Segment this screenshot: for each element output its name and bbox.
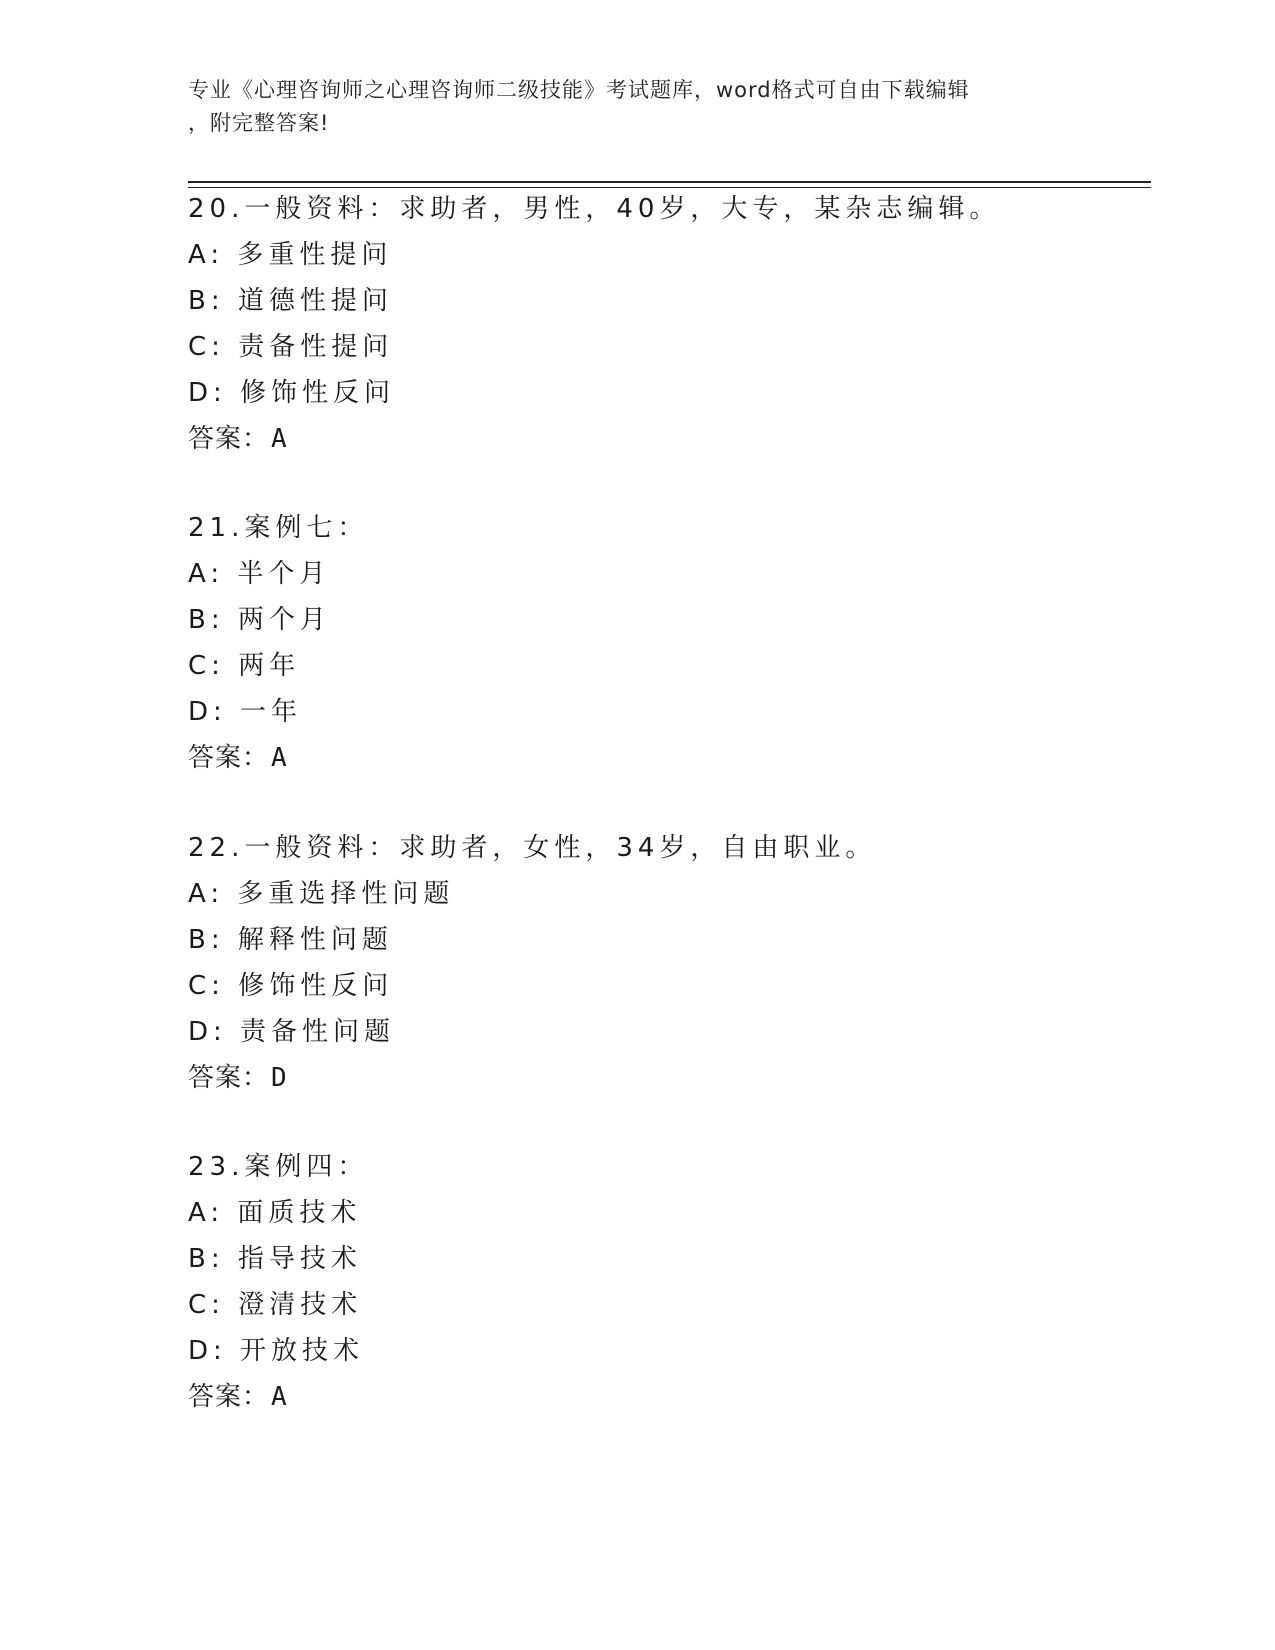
option-text: 半个月 — [237, 559, 331, 589]
option-text: 道德性提问 — [237, 286, 393, 316]
answer-label: 答案： — [188, 1382, 270, 1412]
option-text: 责备性提问 — [238, 332, 394, 362]
document-header — [188, 74, 1088, 140]
option-a — [188, 871, 1088, 917]
option-label: B: — [188, 286, 225, 316]
answer-line — [188, 1374, 1088, 1420]
answer-line — [188, 735, 1088, 781]
answer-value: A — [271, 424, 288, 454]
answer-value: A — [271, 743, 288, 773]
option-label: A: — [188, 240, 225, 270]
option-label: D: — [188, 378, 227, 408]
question-stem: 20.一般资料：求助者，男性，40岁，大专，某杂志编辑。 — [188, 194, 1001, 224]
option-text: 开放技术 — [240, 1336, 365, 1366]
option-c — [188, 1282, 1088, 1328]
header-title-line-2: ，附完整答案! — [188, 111, 330, 135]
option-label: A: — [188, 879, 225, 909]
option-text: 责备性问题 — [240, 1017, 396, 1047]
option-label: A: — [188, 559, 225, 589]
answer-line — [188, 416, 1088, 462]
option-text: 多重性提问 — [237, 240, 393, 270]
option-label: D: — [188, 697, 227, 727]
option-text: 面质技术 — [237, 1198, 362, 1228]
option-d — [188, 1328, 1088, 1374]
option-c — [188, 963, 1088, 1009]
option-label: B: — [188, 1244, 225, 1274]
option-c — [188, 324, 1088, 370]
option-text: 解释性问题 — [237, 925, 393, 955]
option-label: C: — [188, 332, 225, 362]
option-label: D: — [188, 1336, 227, 1366]
option-label: B: — [188, 925, 225, 955]
option-label: A: — [188, 1198, 225, 1228]
option-b — [188, 1236, 1088, 1282]
option-a — [188, 232, 1088, 278]
question-21 — [188, 505, 1088, 781]
answer-label: 答案： — [188, 743, 270, 773]
option-c — [188, 643, 1088, 689]
option-text: 一年 — [240, 697, 303, 727]
option-text: 修饰性反问 — [238, 971, 394, 1001]
option-label: C: — [188, 651, 225, 681]
option-text: 两个月 — [237, 605, 331, 635]
option-text: 多重选择性问题 — [237, 879, 455, 909]
option-text: 指导技术 — [237, 1244, 362, 1274]
option-d — [188, 370, 1088, 416]
option-text: 修饰性反问 — [240, 378, 396, 408]
option-label: C: — [188, 971, 225, 1001]
option-b — [188, 597, 1088, 643]
question-20 — [188, 186, 1088, 462]
option-b — [188, 917, 1088, 963]
question-22 — [188, 825, 1088, 1101]
option-b — [188, 278, 1088, 324]
option-a — [188, 1190, 1088, 1236]
option-a — [188, 551, 1088, 597]
option-label: B: — [188, 605, 225, 635]
question-stem: 21.案例七： — [188, 513, 369, 543]
answer-value: A — [271, 1382, 288, 1412]
question-23 — [188, 1144, 1088, 1420]
answer-label: 答案： — [188, 424, 270, 454]
question-stem: 23.案例四： — [188, 1152, 369, 1182]
option-label: D: — [188, 1017, 227, 1047]
option-text: 澄清技术 — [238, 1290, 363, 1320]
header-divider-thick — [188, 181, 1151, 183]
question-stem: 22.一般资料：求助者，女性，34岁，自由职业。 — [188, 833, 877, 863]
header-title-line-1: 专业《心理咨询师之心理咨询师二级技能》考试题库，word格式可自由下载编辑 — [188, 78, 970, 102]
answer-value: D — [271, 1063, 288, 1093]
option-d — [188, 1009, 1088, 1055]
option-d — [188, 689, 1088, 735]
option-label: C: — [188, 1290, 225, 1320]
option-text: 两年 — [238, 651, 301, 681]
answer-line — [188, 1055, 1088, 1101]
answer-label: 答案： — [188, 1063, 270, 1093]
